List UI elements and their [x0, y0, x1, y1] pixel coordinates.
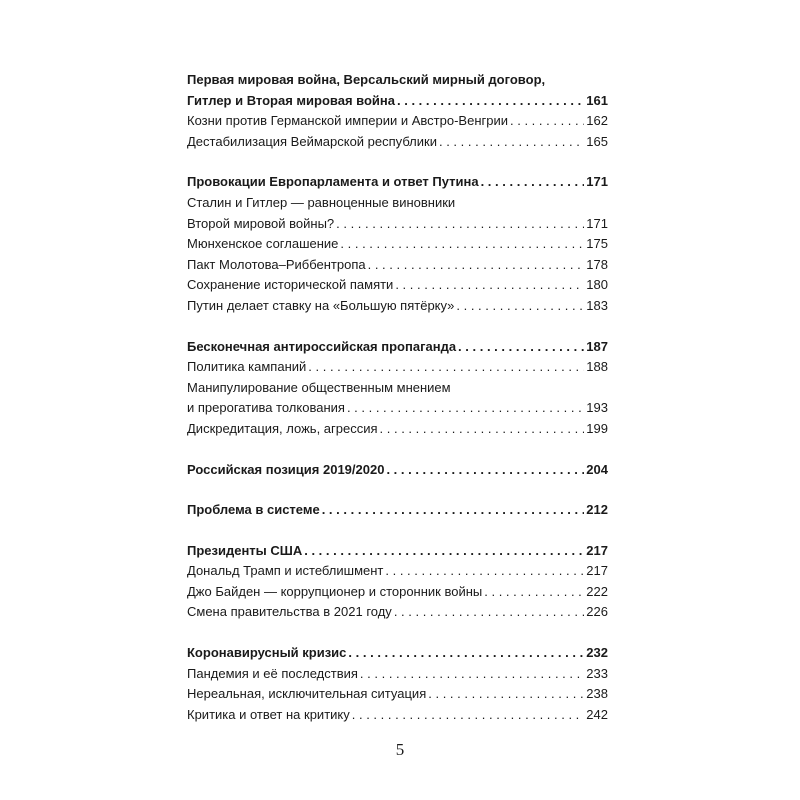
dot-leader: [336, 214, 584, 235]
dot-leader: [484, 582, 584, 603]
toc-page-number: 238: [586, 686, 608, 702]
toc-item-title: Мюнхенское соглашение: [187, 236, 339, 252]
toc-page-number: 161: [586, 92, 608, 108]
dot-leader: [395, 275, 584, 296]
toc-heading: [187, 460, 608, 481]
toc-page-number: 204: [586, 461, 608, 477]
toc-item: [187, 214, 608, 235]
toc-heading: [187, 500, 608, 521]
toc-item: [187, 296, 608, 317]
toc-item-line: [187, 378, 608, 399]
dot-leader: [458, 337, 584, 358]
dot-leader: [360, 664, 584, 685]
dot-leader: [394, 602, 584, 623]
toc-item: [187, 398, 608, 419]
dot-leader: [481, 172, 585, 193]
toc-heading-title: Первая мировая война, Версальский мирный договор,: [187, 72, 546, 87]
section-gap: [187, 623, 608, 643]
toc-page-number: 171: [586, 174, 608, 190]
toc-item-line: [187, 193, 608, 214]
toc-item-title: и прерогатива толкования: [187, 400, 345, 416]
toc-page-number: 188: [586, 359, 608, 375]
toc-item-title: Джо Байден — коррупционер и сторонник войны: [187, 583, 483, 599]
dot-leader: [397, 91, 584, 112]
toc-heading-title: Проблема в системе: [187, 502, 320, 518]
toc-item-title: Пакт Молотова–Риббентропа: [187, 256, 366, 272]
toc-item: [187, 111, 608, 132]
toc-page-number: 233: [586, 665, 608, 681]
toc-item-title: Смена правительства в 2021 году: [187, 604, 392, 620]
dot-leader: [368, 255, 585, 276]
toc-item-title: Критика и ответ на критику: [187, 706, 350, 722]
toc-item: [187, 561, 608, 582]
toc-page-number: 217: [586, 563, 608, 579]
toc-page-number: 222: [586, 583, 608, 599]
toc-heading-title: Бесконечная антироссийская пропаганда: [187, 338, 457, 354]
toc-item: [187, 705, 608, 726]
dot-leader: [428, 684, 584, 705]
toc-heading: [187, 91, 608, 112]
table-of-contents: [187, 70, 608, 725]
toc-page-number: 242: [586, 706, 608, 722]
toc-heading-title: Российская позиция 2019/2020: [187, 461, 385, 477]
toc-item: [187, 602, 608, 623]
dot-leader: [352, 705, 585, 726]
dot-leader: [385, 561, 584, 582]
toc-item: [187, 582, 608, 603]
toc-page-number: 165: [586, 133, 608, 149]
toc-item-title: Сталин и Гитлер — равноценные виновники: [187, 194, 456, 210]
toc-page-number: 199: [586, 420, 608, 436]
dot-leader: [510, 111, 584, 132]
toc-page-number: 217: [586, 542, 608, 558]
toc-item-title: Нереальная, исключительная ситуация: [187, 686, 427, 702]
dot-leader: [340, 234, 584, 255]
toc-item-title: Дональд Трамп и истеблишмент: [187, 563, 384, 579]
toc-item: [187, 234, 608, 255]
toc-heading: [187, 541, 608, 562]
toc-page-number: 175: [586, 236, 608, 252]
toc-item-title: Дестабилизация Веймарской республики: [187, 133, 437, 149]
toc-page-number: 232: [586, 645, 608, 661]
toc-page-number: 178: [586, 256, 608, 272]
dot-leader: [386, 460, 584, 481]
toc-page-number: 171: [586, 215, 608, 231]
toc-heading-line: [187, 70, 608, 91]
toc-item-title: Манипулирование общественным мнением: [187, 379, 451, 395]
toc-heading: [187, 172, 608, 193]
toc-page-number: 180: [586, 277, 608, 293]
section-gap: [187, 440, 608, 460]
toc-page-number: 162: [586, 113, 608, 129]
toc-item: [187, 664, 608, 685]
toc-item-title: Политика кампаний: [187, 359, 307, 375]
toc-heading-title: Коронавирусный кризис: [187, 645, 347, 661]
toc-item: [187, 419, 608, 440]
section-gap: [187, 521, 608, 541]
toc-page-number: 193: [586, 400, 608, 416]
section-gap: [187, 480, 608, 500]
toc-item: [187, 357, 608, 378]
toc-heading-title: Провокации Европарламента и ответ Путина: [187, 174, 479, 190]
dot-leader: [439, 132, 584, 153]
toc-item: [187, 275, 608, 296]
toc-heading: [187, 337, 608, 358]
dot-leader: [380, 419, 585, 440]
toc-item-title: Козни против Германской империи и Австро-Венгрии: [187, 113, 508, 129]
toc-item: [187, 255, 608, 276]
toc-page-number: 226: [586, 604, 608, 620]
toc-heading: [187, 643, 608, 664]
dot-leader: [304, 541, 584, 562]
section-gap: [187, 152, 608, 172]
dot-leader: [348, 643, 584, 664]
toc-item: [187, 132, 608, 153]
toc-page-number: 183: [586, 297, 608, 313]
dot-leader: [308, 357, 584, 378]
page-number: 5: [395, 740, 405, 759]
dot-leader: [347, 398, 584, 419]
toc-item-title: Пандемия и её последствия: [187, 665, 358, 681]
section-gap: [187, 317, 608, 337]
toc-item-title: Дискредитация, ложь, агрессия: [187, 420, 378, 436]
toc-heading-title: Гитлер и Вторая мировая война: [187, 92, 395, 108]
dot-leader: [322, 500, 585, 521]
dot-leader: [456, 296, 584, 317]
toc-page-number: 187: [586, 338, 608, 354]
toc-heading-title: Президенты США: [187, 542, 303, 558]
toc-item-title: Второй мировой войны?: [187, 215, 335, 231]
toc-page-number: 212: [586, 502, 608, 518]
toc-item-title: Путин делает ставку на «Большую пятёрку»: [187, 297, 455, 313]
toc-item-title: Сохранение исторической памяти: [187, 277, 394, 293]
toc-item: [187, 684, 608, 705]
